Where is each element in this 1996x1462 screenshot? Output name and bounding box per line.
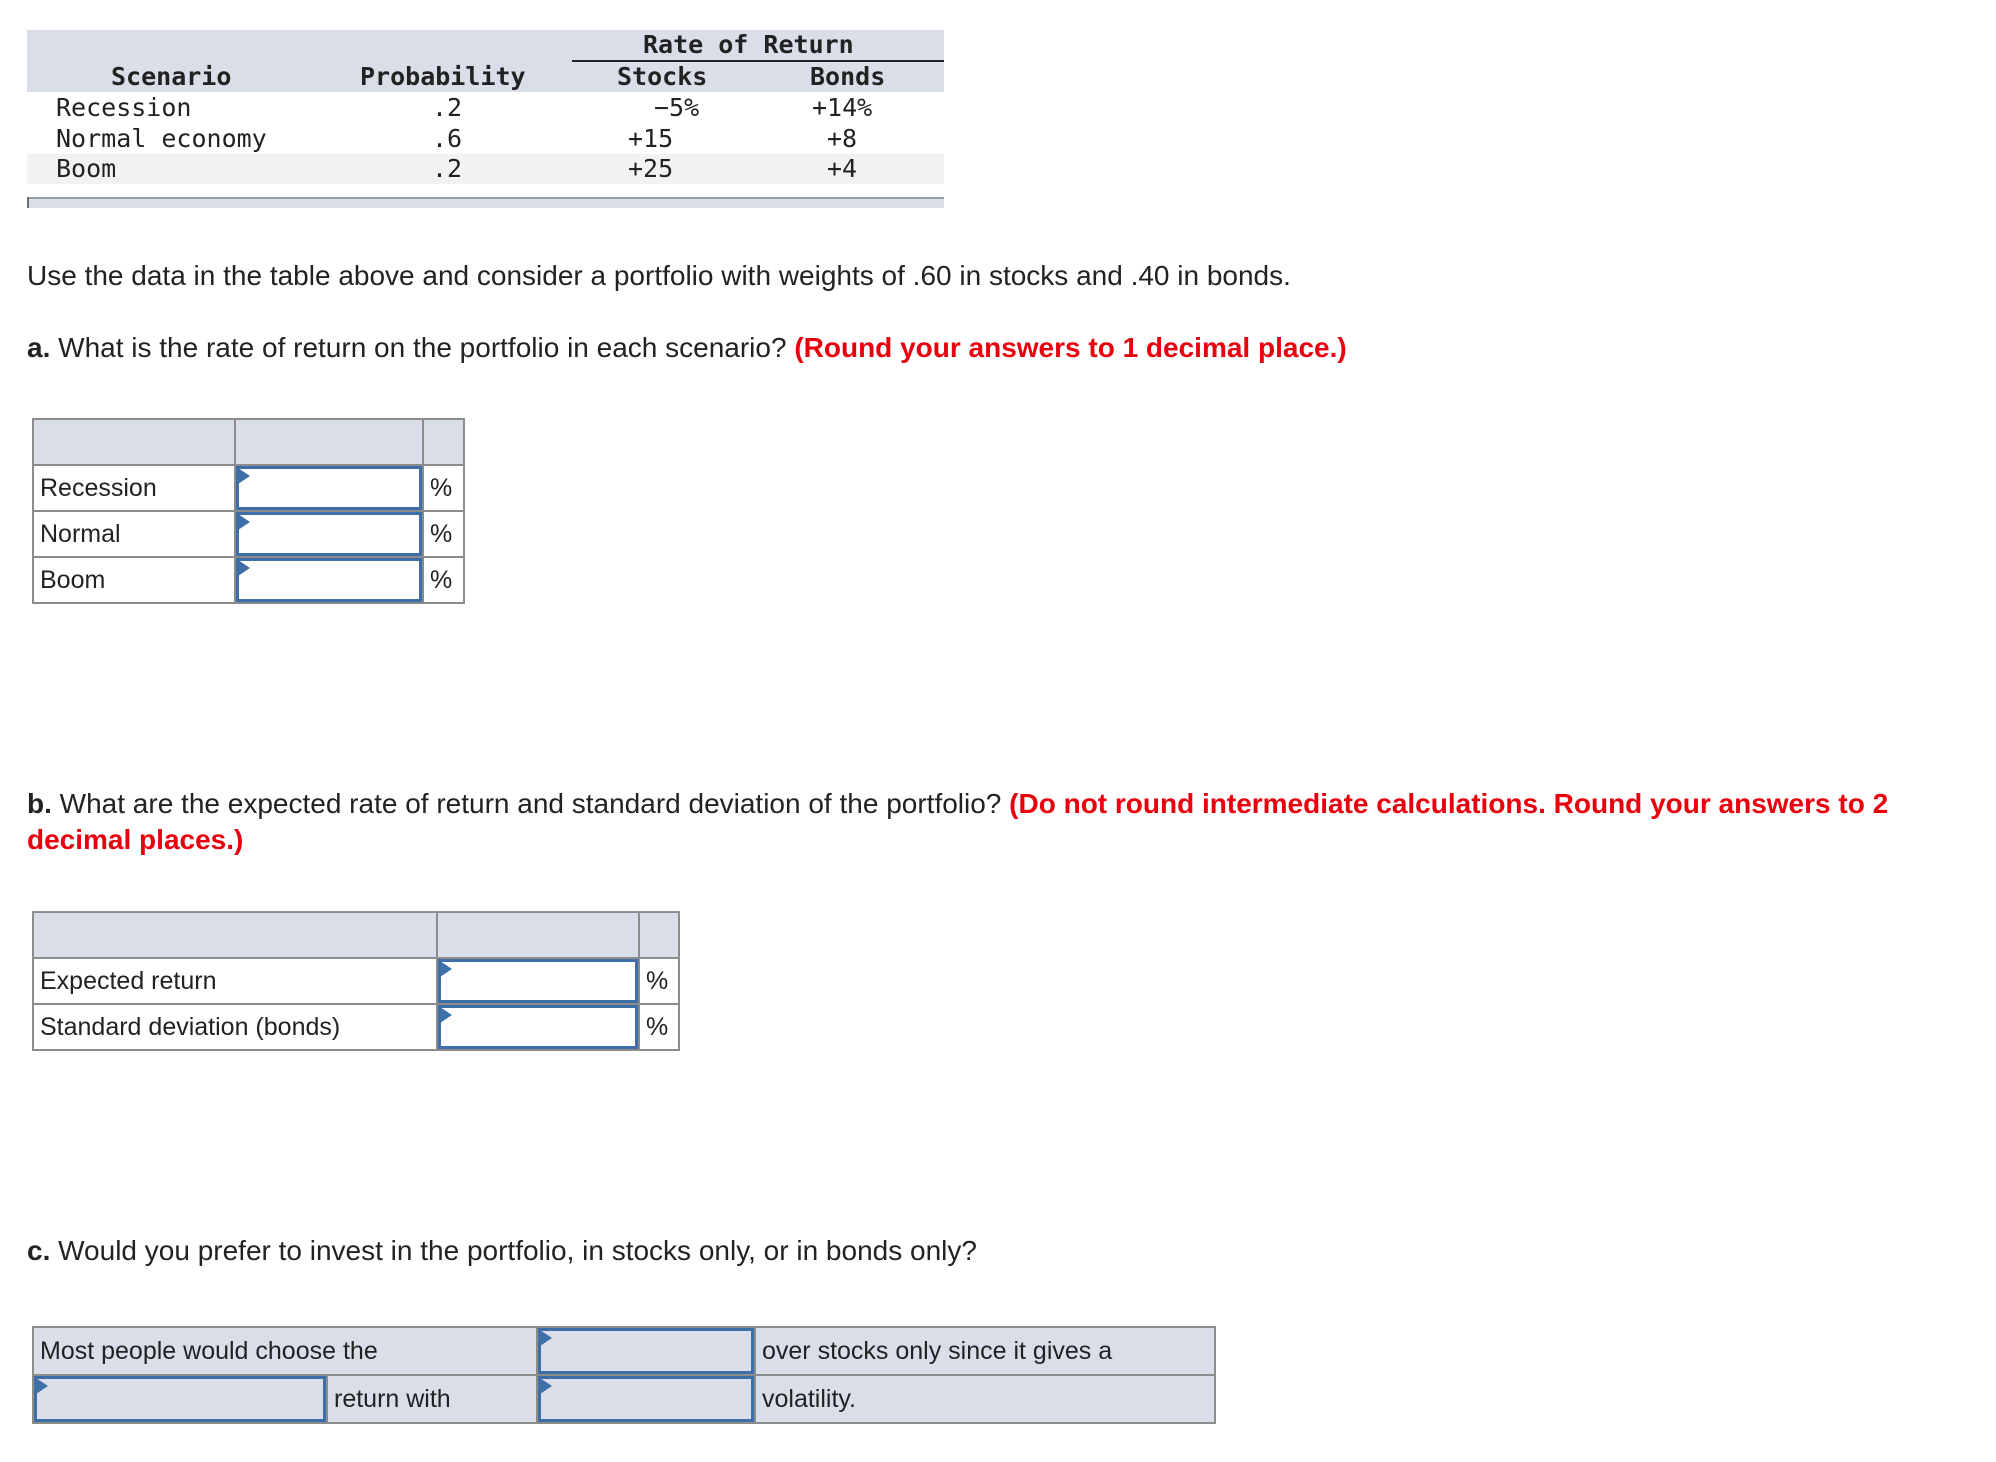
part-a-answer-grid: [32, 418, 465, 604]
row-boom-bonds: +4: [827, 154, 858, 183]
table-footer-tick: [27, 197, 29, 208]
percent-unit: %: [423, 465, 464, 511]
part-b-note: (Do not round intermediate calculations. Round your answers to 2 decimal places.): [27, 788, 1889, 855]
row-boom-stocks: +25: [628, 154, 674, 183]
sentence-part-2: over stocks only since it gives a: [755, 1327, 1215, 1375]
volatility-level-dropdown-cell: [537, 1375, 755, 1423]
row-normal-bonds: +8: [827, 124, 858, 153]
intro-text: Use the data in the table above and consider a portfolio with weights of .60 in stocks and .40 in bonds.: [27, 260, 1291, 291]
row-recession-stocks: −5%: [654, 93, 700, 122]
table-row: [33, 465, 464, 511]
standard-deviation-cell: [437, 1004, 639, 1050]
row-boom-probability: .2: [432, 154, 463, 183]
part-b-header-cell-2: [437, 912, 639, 958]
part-b-header-cell-3: [639, 912, 679, 958]
part-a-header-cell-1: [33, 419, 235, 465]
table-row: [33, 1004, 679, 1050]
normal-return-cell: [235, 511, 423, 557]
choice-dropdown-cell: [537, 1327, 755, 1375]
row-recession-scenario: Recession: [56, 93, 192, 122]
sentence-part-1: Most people would choose the: [33, 1327, 537, 1375]
part-c-question: [27, 1233, 977, 1269]
expected-return-input[interactable]: [438, 959, 638, 1003]
sentence-part-4: volatility.: [755, 1375, 1215, 1423]
part-b-row-label: Standard deviation (bonds): [33, 1004, 437, 1050]
row-boom-scenario: Boom: [56, 154, 117, 183]
part-a-label: a.: [27, 332, 51, 363]
row-normal-probability: .6: [432, 124, 463, 153]
boom-return-cell: [235, 557, 423, 603]
expected-return-cell: [437, 958, 639, 1004]
part-a-text: What is the rate of return on the portfolio in each scenario?: [50, 332, 795, 363]
row-recession-probability: .2: [432, 93, 463, 122]
part-b-header-cell-1: [33, 912, 437, 958]
percent-unit: %: [423, 511, 464, 557]
part-a-row-label: Recession: [33, 465, 235, 511]
part-b-text: What are the expected rate of return and standard deviation of the portfolio?: [51, 788, 1010, 819]
part-a-row-label: Boom: [33, 557, 235, 603]
part-a-question: [27, 330, 1347, 366]
table-row: [33, 958, 679, 1004]
table-row-stripe: [27, 154, 944, 184]
part-c-label: c.: [27, 1235, 51, 1266]
rate-of-return-table: [27, 30, 944, 208]
header-rate-of-return: Rate of Return: [643, 30, 854, 59]
header-probability: Probability: [360, 62, 526, 91]
standard-deviation-input[interactable]: [438, 1005, 638, 1049]
recession-return-cell: [235, 465, 423, 511]
table-row: [33, 1375, 1215, 1423]
portfolio-choice-dropdown[interactable]: [538, 1328, 754, 1374]
table-row: [33, 1327, 1215, 1375]
return-level-dropdown[interactable]: [34, 1376, 326, 1422]
table-row: [33, 511, 464, 557]
percent-unit: %: [639, 958, 679, 1004]
row-normal-stocks: +15: [628, 124, 674, 153]
part-b-row-label: Expected return: [33, 958, 437, 1004]
part-b-label: b.: [27, 788, 52, 819]
header-scenario: Scenario: [111, 62, 232, 91]
row-recession-bonds: +14%: [812, 93, 873, 122]
part-b-question: [27, 786, 1927, 858]
return-level-dropdown-cell: [33, 1375, 327, 1423]
part-a-note: (Round your answers to 1 decimal place.): [794, 332, 1347, 363]
table-footer-bar: [27, 197, 944, 208]
part-c-text: Would you prefer to invest in the portfolio, in stocks only, or in bonds only?: [50, 1235, 977, 1266]
header-bonds: Bonds: [810, 62, 886, 91]
recession-return-input[interactable]: [236, 466, 422, 510]
volatility-level-dropdown[interactable]: [538, 1376, 754, 1422]
percent-unit: %: [639, 1004, 679, 1050]
part-b-answer-grid: [32, 911, 680, 1051]
row-normal-scenario: Normal economy: [56, 124, 267, 153]
part-a-row-label: Normal: [33, 511, 235, 557]
part-c-sentence-grid: [32, 1326, 1216, 1424]
normal-return-input[interactable]: [236, 512, 422, 556]
boom-return-input[interactable]: [236, 558, 422, 602]
sentence-part-3: return with: [327, 1375, 537, 1423]
percent-unit: %: [423, 557, 464, 603]
part-a-header-cell-2: [235, 419, 423, 465]
header-stocks: Stocks: [617, 62, 708, 91]
table-row: [33, 557, 464, 603]
part-a-header-cell-3: [423, 419, 464, 465]
